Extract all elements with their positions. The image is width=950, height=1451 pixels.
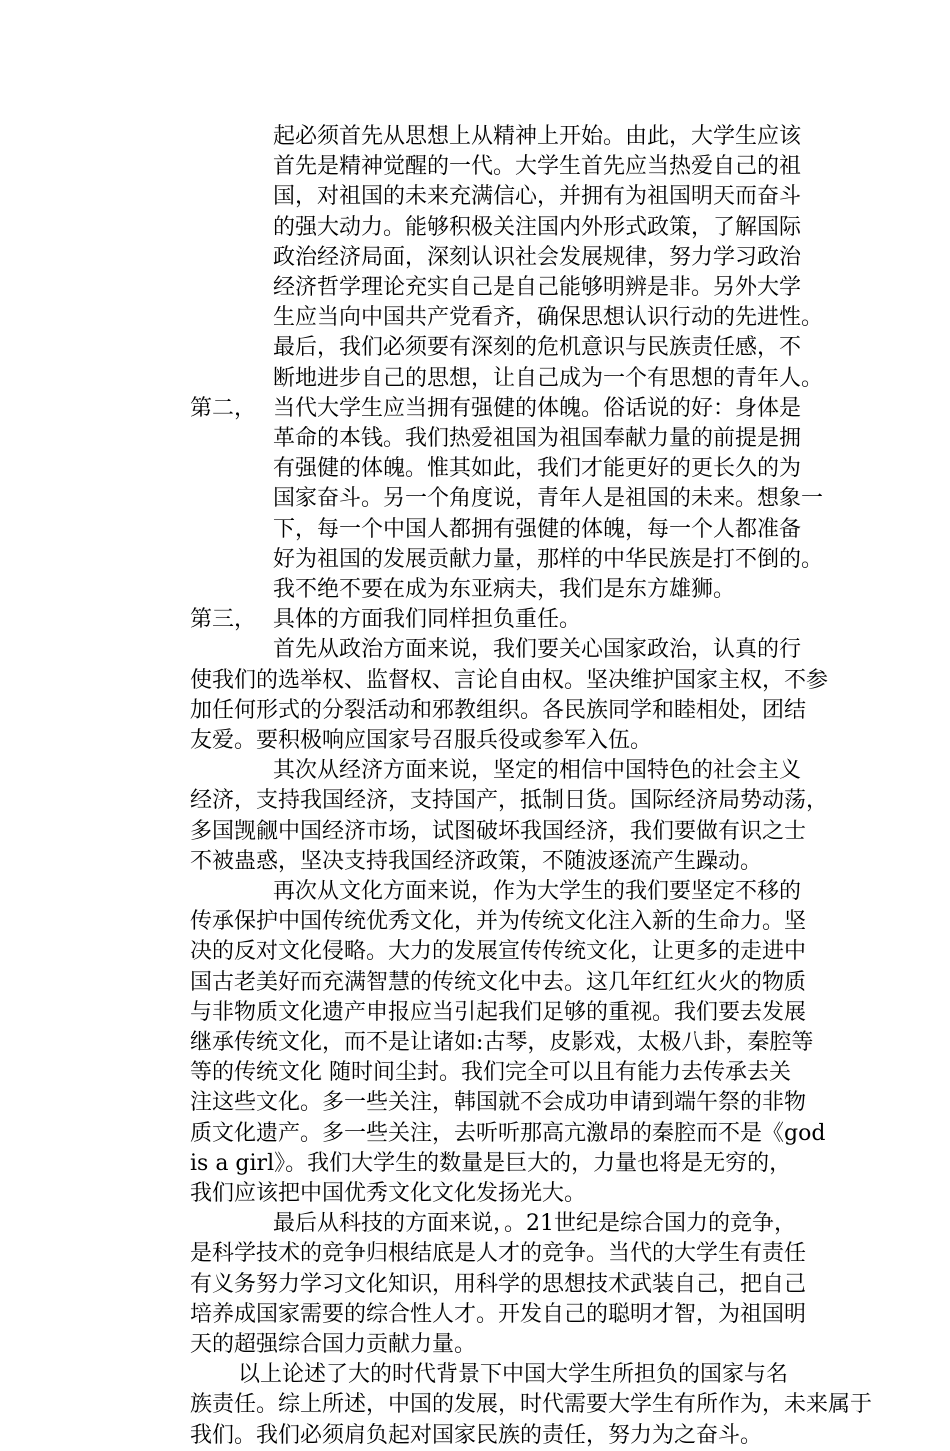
text-line: 当代大学生应当拥有强健的体魄。俗话说的好：身体是 bbox=[273, 396, 802, 421]
text-line: 传承保护中国传统优秀文化，并为传统文化注入新的生命力。坚 bbox=[190, 909, 807, 934]
text-line: 我们。我们必须肩负起对国家民族的责任，努力为之奋斗。 bbox=[190, 1423, 763, 1448]
text-line: 有强健的体魄。惟其如此，我们才能更好的更长久的为 bbox=[273, 456, 802, 481]
text-line: 等的传统文化 随时间尘封。我们完全可以且有能力去传承去关 bbox=[190, 1060, 791, 1085]
text-line: 生应当向中国共产党看齐，确保思想认识行动的先进性。 bbox=[273, 305, 824, 330]
text-line: 继承传统文化，而不是让诸如:古琴，皮影戏，太极八卦，秦腔等 bbox=[190, 1030, 814, 1055]
text-line: 经济哲学理论充实自己是自己能够明辨是非。另外大学 bbox=[273, 275, 802, 300]
text-line: 首先从政治方面来说，我们要关心国家政治，认真的行 bbox=[273, 637, 802, 662]
text-line: 使我们的选举权、监督权、言论自由权。坚决维护国家主权，不参 bbox=[190, 668, 829, 693]
text-line: 我不绝不要在成为东亚病夫，我们是东方雄狮。 bbox=[273, 577, 736, 602]
text-line: 培养成国家需要的综合性人才。开发自己的聪明才智，为祖国明 bbox=[190, 1302, 807, 1327]
text-line: 国古老美好而充满智慧的传统文化中去。这几年红红火火的物质 bbox=[190, 970, 807, 995]
text-line: 不被蛊惑，坚决支持我国经济政策，不随波逐流产生躁动。 bbox=[190, 849, 763, 874]
text-line: 经济，支持我国经济，支持国产，抵制日货。国际经济局势动荡， bbox=[190, 788, 829, 813]
text-line: 决的反对文化侵略。大力的发展宣传传统文化，让更多的走进中 bbox=[190, 939, 807, 964]
text-line: 国，对祖国的未来充满信心，并拥有为祖国明天而奋斗 bbox=[273, 184, 802, 209]
text-line: 的强大动力。能够积极关注国内外形式政策，了解国际 bbox=[273, 215, 802, 240]
text-line: 断地进步自己的思想，让自己成为一个有思想的青年人。 bbox=[273, 366, 824, 391]
point-label-third: 第三， bbox=[190, 607, 257, 632]
text-line: 族责任。综上所述，中国的发展，时代需要大学生有所作为，未来属于 bbox=[190, 1392, 873, 1417]
text-line: 我们应该把中国优秀文化文化发扬光大。 bbox=[190, 1181, 587, 1206]
text-line: 其次从经济方面来说，坚定的相信中国特色的社会主义 bbox=[273, 758, 802, 783]
text-line: 有义务努力学习文化知识，用科学的思想技术武装自己，把自己 bbox=[190, 1272, 807, 1297]
text-line: 天的超强综合国力贡献力量。 bbox=[190, 1332, 477, 1357]
text-line: 国家奋斗。另一个角度说，青年人是祖国的未来。想象一 bbox=[273, 486, 824, 511]
text-line: 下，每一个中国人都拥有强健的体魄，每一个人都准备 bbox=[273, 517, 802, 542]
text-line: 加任何形式的分裂活动和邪教组织。各民族同学和睦相处，团结 bbox=[190, 698, 807, 723]
text-line: 最后从科技的方面来说，。21世纪是综合国力的竞争， bbox=[273, 1211, 796, 1236]
text-line: 友爱。要积极响应国家号召服兵役或参军入伍。 bbox=[190, 728, 653, 753]
text-line: 以上论述了大的时代背景下中国大学生所担负的国家与名 bbox=[238, 1362, 789, 1387]
text-line: is a girl》。我们大学生的数量是巨大的，力量也将是无穷的， bbox=[190, 1151, 792, 1176]
text-line: 最后，我们必须要有深刻的危机意识与民族责任感，不 bbox=[273, 335, 802, 360]
text-line: 起必须首先从思想上从精神上开始。由此，大学生应该 bbox=[273, 124, 802, 149]
point-label-second: 第二， bbox=[190, 396, 257, 421]
text-line: 好为祖国的发展贡献力量，那样的中华民族是打不倒的。 bbox=[273, 547, 824, 572]
text-line: 革命的本钱。我们热爱祖国为祖国奉献力量的前提是拥 bbox=[273, 426, 802, 451]
text-line: 首先是精神觉醒的一代。大学生首先应当热爱自己的祖 bbox=[273, 154, 802, 179]
text-line: 与非物质文化遗产申报应当引起我们足够的重视。我们要去发展 bbox=[190, 1000, 807, 1025]
text-line: 是科学技术的竞争归根结底是人才的竞争。当代的大学生有责任 bbox=[190, 1241, 807, 1266]
text-line: 具体的方面我们同样担负重任。 bbox=[273, 607, 582, 632]
text-line: 多国觊觎中国经济市场，试图破坏我国经济，我们要做有识之士 bbox=[190, 819, 807, 844]
text-line: 政治经济局面，深刻认识社会发展规律，努力学习政治 bbox=[273, 245, 802, 270]
text-line: 再次从文化方面来说，作为大学生的我们要坚定不移的 bbox=[273, 879, 802, 904]
text-line: 注这些文化。多一些关注，韩国就不会成功申请到端午祭的非物 bbox=[190, 1090, 807, 1115]
text-line: 质文化遗产。多一些关注，去听听那高亢激昂的秦腔而不是《god bbox=[190, 1121, 826, 1146]
